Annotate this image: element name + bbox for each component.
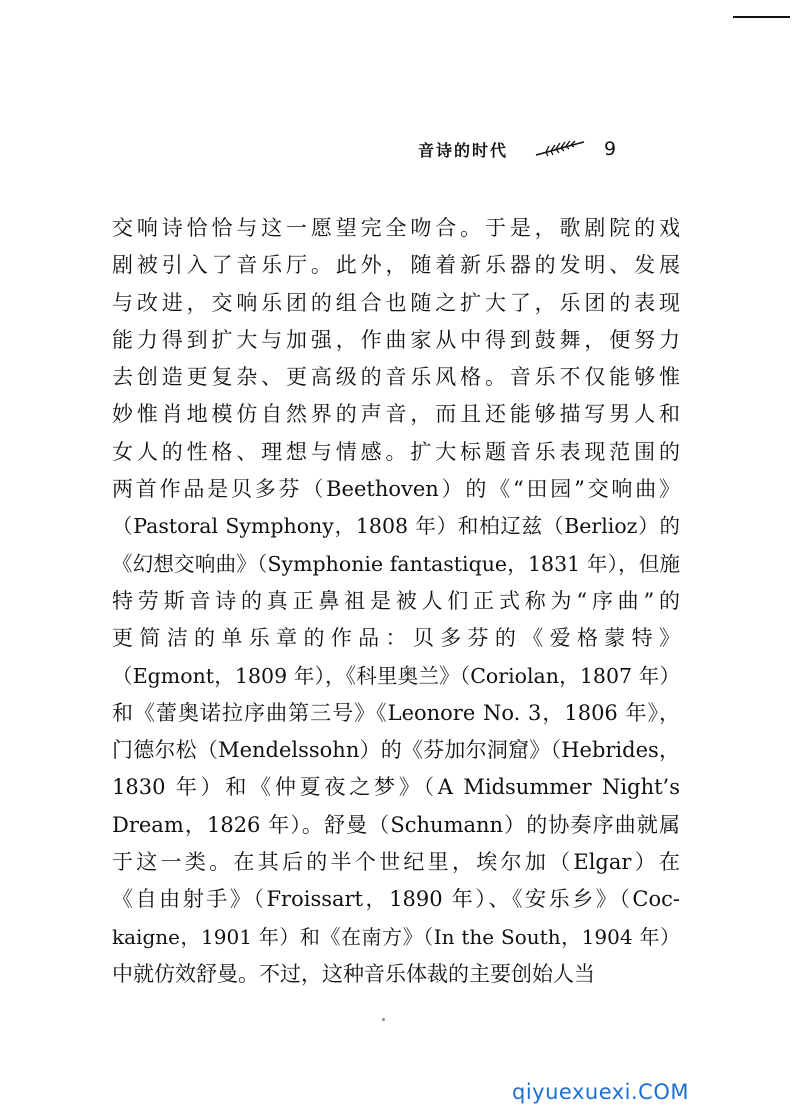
body-line: 剧被引入了音乐厅。此外，随着新乐器的发明、发展 xyxy=(112,253,680,278)
body-line: 与改进，交响乐团的组合也随之扩大了，乐团的表现 xyxy=(112,290,680,315)
body-paragraph xyxy=(112,210,680,993)
body-line: Dream，1826 年）。舒曼（Schumann）的协奏序曲就属 xyxy=(112,812,680,837)
feather-ornament-icon xyxy=(534,140,586,158)
body-line: 更简洁的单乐章的作品：贝多芬的《爱格蒙特》 xyxy=(112,626,680,651)
chapter-title: 音诗的时代 xyxy=(418,140,509,160)
body-line: 特劳斯音诗的真正鼻祖是被人们正式称为“序曲”的 xyxy=(112,588,680,613)
body-line: 1830 年）和《仲夏夜之梦》（A Midsummer Night’s xyxy=(112,775,680,800)
body-line: 妙惟肖地模仿自然界的声音，而且还能够描写男人和 xyxy=(112,402,680,427)
watermark xyxy=(512,1078,689,1106)
body-line: 两首作品是贝多芬（Beethoven）的《“田园”交响曲》 xyxy=(112,477,680,502)
body-line: 《自由射手》（Froissart，1890 年）、《安乐乡》（Coc- xyxy=(112,887,680,912)
body-line: kaigne，1901 年）和《在南方》（In the South，1904 年） xyxy=(112,924,680,949)
corner-rule xyxy=(733,16,790,18)
running-header xyxy=(418,136,658,162)
body-line: 去创造更复杂、更高级的音乐风格。音乐不仅能够惟 xyxy=(112,365,680,390)
body-line: 交响诗恰恰与这一愿望完全吻合。于是，歌剧院的戏 xyxy=(112,216,680,240)
watermark-text: qiyuexuexi.COM xyxy=(512,1080,689,1104)
body-line: 《幻想交响曲》（Symphonie fantastique，1831 年），但施 xyxy=(112,551,680,576)
page-dot xyxy=(382,1018,385,1021)
body-line: 能力得到扩大与加强，作曲家从中得到鼓舞，便努力 xyxy=(112,327,680,352)
page-number: 9 xyxy=(604,138,617,160)
body-line: （Pastoral Symphony，1808 年）和柏辽兹（Berlioz）的 xyxy=(112,514,680,539)
body-line: （Egmont，1809 年），《科里奥兰》（Coriolan，1807 年） xyxy=(112,663,680,688)
body-line: 于这一类。在其后的半个世纪里，埃尔加（Elgar）在 xyxy=(112,850,680,875)
body-line: 门德尔松（Mendelssohn）的《芬加尔洞窟》（Hebrides， xyxy=(112,738,680,763)
body-line: 中就仿效舒曼。不过，这种音乐体裁的主要创始人当 xyxy=(112,961,595,986)
body-line: 女人的性格、理想与情感。扩大标题音乐表现范围的 xyxy=(112,439,680,464)
body-line: 和《蕾奥诺拉序曲第三号》《Leonore No. 3，1806 年》， xyxy=(112,700,680,725)
